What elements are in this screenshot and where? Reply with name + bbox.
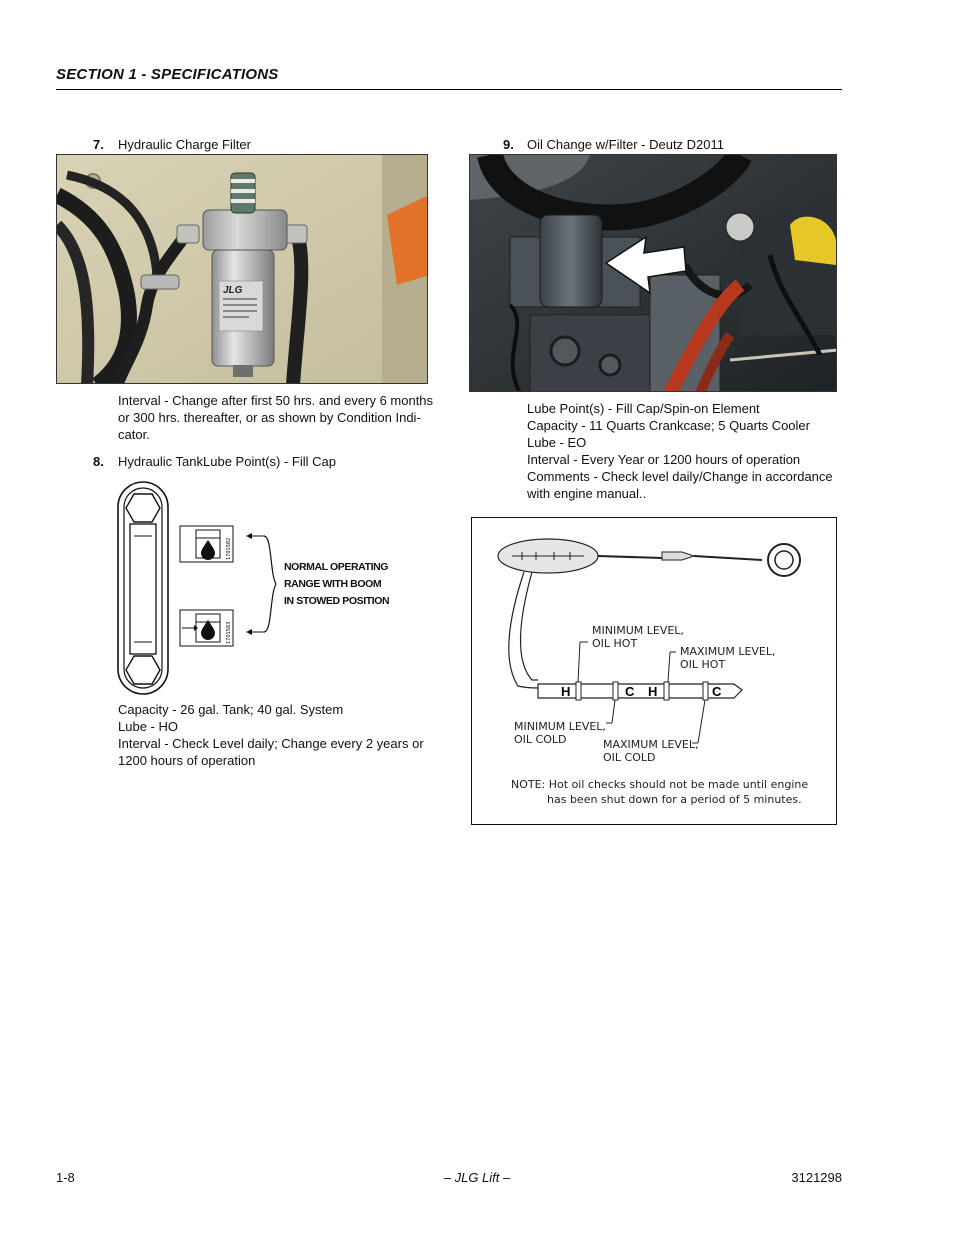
label-line: MINIMUM LEVEL, — [592, 624, 684, 637]
min-level-oil-hot-label — [592, 624, 684, 650]
section-title: SECTION 1 - SPECIFICATIONS — [56, 66, 279, 83]
document-number: 3121298 — [791, 1170, 842, 1185]
item-7-number: 7. — [93, 137, 104, 152]
item-7-line: cator. — [118, 427, 150, 442]
footer-brand: – JLG Lift – — [443, 1170, 511, 1185]
item-8-number: 8. — [93, 454, 104, 469]
max-level-oil-cold-label — [603, 738, 699, 764]
dipstick-diagram — [471, 517, 837, 825]
label-line: MINIMUM LEVEL, — [514, 720, 606, 733]
hot-oil-check-note — [511, 777, 808, 807]
label-line: OIL COLD — [603, 751, 656, 764]
min-level-oil-cold-label — [514, 720, 606, 746]
item-9-line: Capacity - 11 Quarts Crankcase; 5 Quarts Cooler — [527, 418, 810, 433]
label-line: MAXIMUM LEVEL, — [680, 645, 776, 658]
hydraulic-charge-filter-photo — [56, 154, 428, 384]
dipstick-mark-h2: H — [648, 684, 658, 699]
item-8-line: Interval - Check Level daily; Change every 2 years or — [118, 736, 424, 751]
item-7-description — [118, 392, 432, 443]
range-label-line: NORMAL OPERATING — [284, 561, 389, 573]
dipstick-mark-c2: C — [712, 684, 722, 699]
normal-operating-range-label — [284, 559, 389, 610]
item-7-line: or 300 hrs. thereafter, or as shown by Condition Indi- — [118, 410, 421, 425]
max-level-oil-hot-label — [680, 645, 776, 671]
item-7-title: Hydraulic Charge Filter — [118, 137, 251, 152]
page-number: 1-8 — [56, 1170, 75, 1185]
item-9-line: with engine manual.. — [527, 486, 647, 501]
item-8-title: Hydraulic TankLube Point(s) - Fill Cap — [118, 454, 336, 469]
item-9-line: Lube - EO — [527, 435, 587, 450]
item-9-description — [527, 400, 842, 502]
item-9-line: Interval - Every Year or 1200 hours of operation — [527, 452, 801, 467]
decal-top-code: 1701582 — [226, 537, 232, 560]
item-9-number: 9. — [503, 137, 514, 152]
range-label-line: RANGE WITH BOOM — [284, 578, 382, 590]
item-9-title: Oil Change w/Filter - Deutz D2011 — [527, 137, 725, 152]
item-8-description — [118, 701, 432, 769]
item-7-line: Interval - Change after first 50 hrs. and every 6 months — [118, 393, 434, 408]
deutz-oil-filter-photo — [469, 154, 837, 392]
label-line: OIL HOT — [680, 658, 726, 671]
note-line: has been shut down for a period of 5 minutes. — [547, 793, 802, 806]
item-8-line: Lube - HO — [118, 719, 178, 734]
item-9-line: Lube Point(s) - Fill Cap/Spin-on Element — [527, 401, 760, 416]
label-line: OIL COLD — [514, 733, 567, 746]
label-line: OIL HOT — [592, 637, 638, 650]
item-8-line: Capacity - 26 gal. Tank; 40 gal. System — [118, 702, 344, 717]
range-label-line: IN STOWED POSITION — [284, 595, 390, 607]
filter-jlg-label: JLG — [223, 285, 243, 296]
item-9-line: Comments - Check level daily/Change in accordance — [527, 469, 833, 484]
item-8-line: 1200 hours of operation — [118, 753, 256, 768]
dipstick-mark-h1: H — [561, 684, 571, 699]
decal-bottom-code: 1701583 — [226, 621, 232, 644]
label-line: MAXIMUM LEVEL, — [603, 738, 699, 751]
note-line: NOTE: Hot oil checks should not be made until engine — [511, 778, 809, 791]
dipstick-mark-c1: C — [625, 684, 635, 699]
header-rule — [56, 89, 842, 90]
